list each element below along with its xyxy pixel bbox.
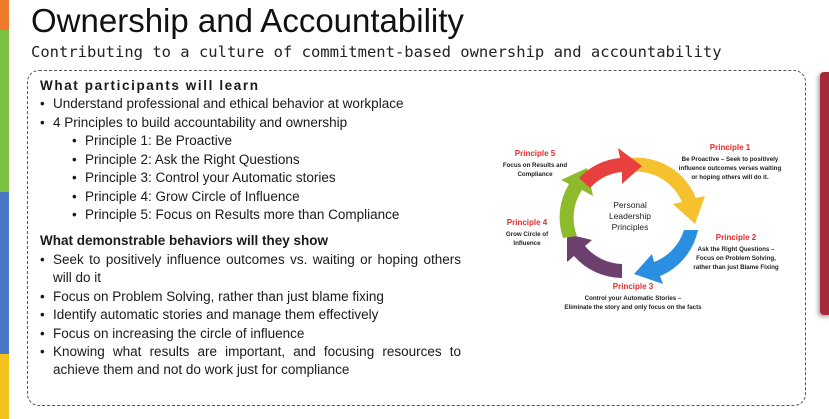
side-tab — [820, 72, 829, 315]
slide-subtitle: Contributing to a culture of commitment-based ownership and accountability — [31, 43, 722, 61]
principle-2-text: Ask the Right Questions – — [697, 246, 775, 253]
learn-sub-item: • Principle 1: Be Proactive — [72, 132, 232, 150]
principle-3-text: Control your Automatic Stories – — [584, 295, 682, 302]
learn-sub-item: • Principle 3: Control your Automatic stories — [72, 169, 336, 187]
bullet-icon: • — [40, 289, 45, 304]
principle-5-text: Focus on Results and — [502, 162, 568, 169]
behavior-item: • Seek to positively influence outcomes vs. waiting or hoping others will do it — [40, 252, 461, 286]
principle-5-text: Compliance — [517, 171, 553, 178]
leadership-cycle-diagram — [470, 110, 810, 320]
bullet-icon: • — [72, 152, 77, 167]
bullet-icon: • — [72, 133, 77, 148]
bullet-icon: • — [40, 344, 45, 359]
behavior-item: • Focus on Problem Solving, rather than just blame fixing — [40, 288, 461, 306]
bullet-icon: • — [40, 115, 45, 130]
learn-sub-item: • Principle 5: Focus on Results more than Compliance — [72, 206, 399, 224]
principle-4-text: Influence — [513, 240, 541, 247]
arrow-principle-2 — [634, 230, 698, 284]
principle-1-text: influence outcomes verses waiting — [678, 165, 782, 172]
arrow-principle-5 — [579, 148, 642, 188]
principle-3-title: Principle 3 — [612, 282, 654, 291]
principle-2-title: Principle 2 — [715, 233, 757, 242]
accent-strip-blue — [0, 192, 9, 354]
arrow-principle-3 — [567, 234, 622, 278]
principle-1-title: Principle 1 — [709, 143, 751, 152]
principle-3-text: Eliminate the story and only focus on the facts — [564, 304, 702, 311]
principle-2-text: rather than just Blame Fixing — [693, 264, 779, 271]
learn-sub-item: • Principle 2: Ask the Right Questions — [72, 151, 300, 169]
accent-strip-green — [0, 30, 9, 192]
principle-4-text: Grow Circle of — [505, 231, 549, 238]
bullet-icon: • — [40, 326, 45, 341]
principle-2-text: Focus on Problem Solving, — [696, 255, 776, 262]
principle-5-title: Principle 5 — [514, 149, 556, 158]
learn-item: • Understand professional and ethical behavior at workplace — [40, 95, 403, 113]
bullet-icon: • — [72, 207, 77, 222]
principle-1-text: Be Proactive – Seek to positively — [681, 156, 779, 163]
bullet-icon: • — [40, 252, 45, 267]
center-label-line1: Personal — [613, 200, 647, 210]
slide-title: Ownership and Accountability — [31, 2, 464, 39]
behavior-item: • Knowing what results are important, and focusing resources to achieve them and not do work just for compliance — [40, 344, 461, 378]
center-label-line2: Leadership — [608, 211, 652, 221]
bullet-icon: • — [72, 170, 77, 185]
accent-strip-yellow — [0, 354, 9, 419]
behavior-item: • Identify automatic stories and manage them effectively — [40, 306, 461, 324]
bullet-icon: • — [40, 96, 45, 111]
bullet-icon: • — [40, 307, 45, 322]
accent-strip-orange — [0, 0, 9, 30]
principle-4-title: Principle 4 — [506, 218, 548, 227]
principle-1-text: or hoping others will do it. — [691, 174, 769, 181]
learn-item: • 4 Principles to build accountability and ownership — [40, 114, 347, 132]
bullet-icon: • — [72, 189, 77, 204]
behaviors-heading: What demonstrable behaviors will they show — [40, 233, 329, 248]
center-label-line3: Principles — [611, 222, 649, 232]
behavior-item: • Focus on increasing the circle of influence — [40, 325, 461, 343]
learn-heading: What participants will learn — [40, 78, 260, 93]
learn-sub-item: • Principle 4: Grow Circle of Influence — [72, 188, 300, 206]
